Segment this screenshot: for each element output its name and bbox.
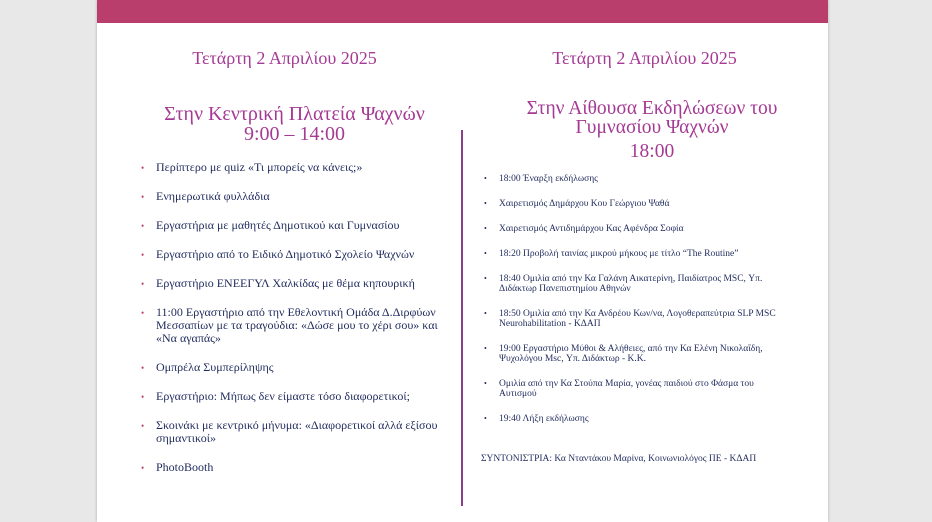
header-banner bbox=[97, 0, 828, 23]
list-item: • Σκοινάκι με κεντρικό μήνυμα: «Διαφορετικοί αλλά εξίσου σημαντικοί» bbox=[141, 419, 441, 445]
list-item: • 19:00 Εργαστήριο Μύθοι & Αλήθειες, από την Κα Ελένη Νικολαΐδη, Ψυχολόγου Msc, Υπ. Διδάκτωρ - Κ.Κ. bbox=[484, 344, 784, 364]
list-item: • Εργαστήριο από το Ειδικό Δημοτικό Σχολείο Ψαχνών bbox=[141, 248, 441, 261]
right-venue-title: Στην Αίθουσα Εκδηλώσεων του Γυμνασίου Ψαχνών bbox=[526, 98, 778, 138]
list-item: • Περίπτερο με quiz «Τι μπορείς να κάνεις;» bbox=[141, 161, 441, 174]
right-date: Τετάρτη 2 Απριλίου 2025 bbox=[552, 48, 737, 68]
list-item: • Χαιρετισμός Δημάρχου Κου Γεώργιου Ψαθά bbox=[484, 199, 784, 209]
list-item: • Ομπρέλα Συμπερίληψης bbox=[141, 361, 441, 374]
list-item: • 19:40 Λήξη εκδήλωσης bbox=[484, 414, 784, 424]
column-divider bbox=[461, 130, 463, 506]
document-page bbox=[97, 0, 828, 522]
list-item: • 11:00 Εργαστήριο από την Εθελοντική Ομάδα Δ.Διρφύων Μεσσαπίων με τα τραγούδια: «Δώσε μου το χέρι σου» και «Να αγαπάς» bbox=[141, 306, 441, 345]
right-venue-time: 18:00 bbox=[629, 141, 675, 162]
list-item: • Ομιλία από την Κα Στούπα Μαρία, γονέας παιδιού στο Φάσμα του Αυτισμού bbox=[484, 379, 784, 399]
list-item: • 18:20 Προβολή ταινίας μικρού μήκους με τίτλο “The Routine” bbox=[484, 249, 784, 259]
left-date: Τετάρτη 2 Απριλίου 2025 bbox=[192, 48, 377, 68]
coordinator-note: ΣΥΝΤΟΝΙΣΤΡΙΑ: Κα Νταντάκου Μαρίνα, Κοινωνιολόγος ΠΕ - ΚΔΑΠ bbox=[481, 454, 757, 464]
list-item: • Εργαστήριο: Μήπως δεν είμαστε τόσο διαφορετικοί; bbox=[141, 390, 441, 403]
list-item: • Ενημερωτικά φυλλάδια bbox=[141, 190, 441, 203]
left-program-list bbox=[141, 161, 441, 490]
list-item: • PhotoBooth bbox=[141, 461, 441, 474]
left-venue-time: 9:00 – 14:00 bbox=[243, 123, 346, 145]
list-item: • Εργαστήρια με μαθητές Δημοτικού και Γυμνασίου bbox=[141, 219, 441, 232]
list-item: • 18:50 Ομιλία από την Κα Ανδρέου Κων/να, Λογοθεραπεύτρια SLP MSC Neurohabilitation - ΚΔΑΠ bbox=[484, 309, 784, 329]
list-item: • 18:00 Έναρξη εκδήλωσης bbox=[484, 174, 784, 184]
list-item: • Χαιρετισμός Αντιδημάρχου Κας Αφένδρα Σοφία bbox=[484, 224, 784, 234]
list-item: • 18:40 Ομιλία από την Κα Γαλάνη Αικατερίνη, Παιδίατρος MSC, Υπ. Διδάκτωρ Πανεπιστημίου Αθηνών bbox=[484, 274, 784, 294]
right-program-list bbox=[484, 174, 784, 439]
list-item: • Εργαστήριο ΕΝΕΕΓΥΛ Χαλκίδας με θέμα κηπουρική bbox=[141, 277, 441, 290]
left-venue-title: Στην Κεντρική Πλατεία Ψαχνών bbox=[164, 103, 425, 125]
right-venue-heading bbox=[482, 99, 822, 161]
left-venue-heading bbox=[117, 104, 472, 144]
